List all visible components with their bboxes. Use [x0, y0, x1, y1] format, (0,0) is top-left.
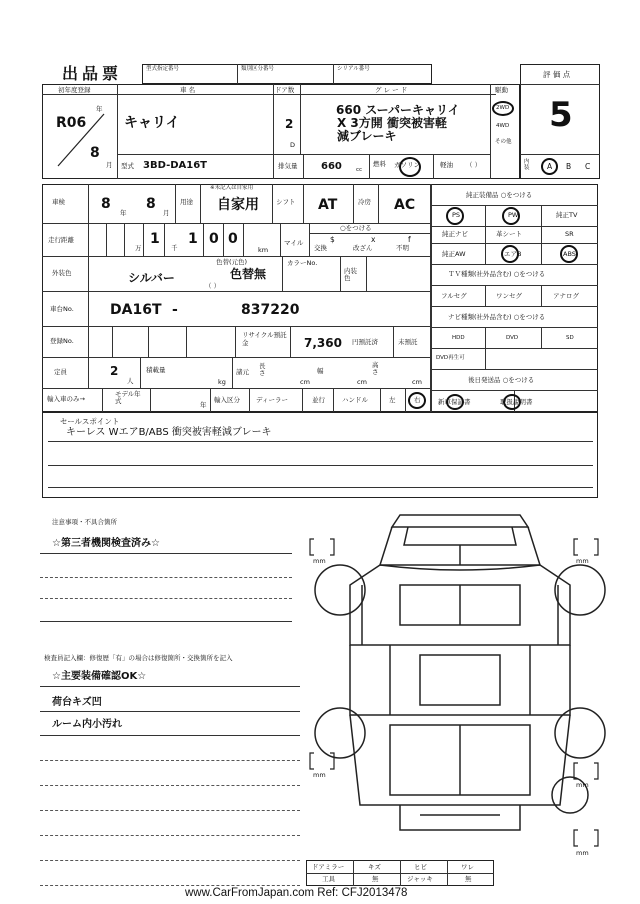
handle-label: ハンドル — [342, 396, 368, 404]
equip-tv: 純正TV — [556, 211, 578, 219]
load-label: 積載量 — [146, 366, 166, 374]
first-reg-month: 8 — [90, 145, 100, 161]
name-label: 車 名 — [180, 86, 196, 94]
chassis-dash: - — [172, 302, 178, 318]
grade-label: グ レ ー ド — [375, 86, 408, 94]
right-circle — [408, 392, 426, 409]
opt-b-sym: x — [371, 235, 376, 244]
legend-r1: 工具 — [322, 875, 335, 883]
grade-line1: 660 スーパーキャリイ — [336, 103, 460, 117]
repaint-value: 色替無 — [230, 267, 267, 281]
month-unit: 月 — [106, 161, 113, 169]
equip-pw: PW — [508, 211, 519, 219]
mileage-digit-4: 0 — [228, 231, 238, 247]
interior-label: 内装 — [524, 159, 530, 171]
shaken-month: 8 — [146, 196, 156, 212]
equip-ps-circle — [446, 207, 464, 225]
displacement-unit: cc — [356, 167, 363, 173]
displacement-value: 660 — [321, 161, 342, 172]
notes-line1: ☆第三者機関検査済み☆ — [52, 538, 160, 549]
parallel-label: 並行 — [312, 396, 325, 404]
sen-unit: 千 — [171, 244, 178, 252]
usage-value: 自家用 — [217, 197, 259, 213]
tv-oneseg: ワンセグ — [496, 292, 522, 300]
usage-note: ※未記入は自家用 — [210, 185, 254, 191]
footer-watermark: www.CarFromJapan.com Ref: CFJ2013478 — [185, 887, 408, 899]
diesel-label: 軽油 — [440, 161, 453, 169]
chassis-number: 837220 — [241, 302, 300, 318]
inspector-line2: 荷台キズ凹 — [52, 697, 102, 708]
mileage-digit-2: 1 — [188, 231, 198, 247]
score-label: 評 価 点 — [543, 70, 571, 79]
header-code-row — [142, 64, 432, 84]
later-title: 後日発送品 ○をつける — [468, 376, 535, 384]
import-type-label: 輸入区分 — [214, 396, 240, 404]
equip-airbag-circle — [501, 245, 522, 263]
type-label: 型式 — [121, 162, 134, 170]
legend-r3: ジャッキ — [407, 875, 433, 883]
equip-pw-circle — [502, 207, 520, 225]
height-label: 高さ — [372, 361, 379, 376]
drive-2wd: 2WD — [496, 105, 510, 111]
ac-label: 冷房 — [358, 198, 371, 206]
equip-ps: PS — [452, 211, 461, 219]
equip-sr: SR — [565, 230, 574, 238]
recycle-unpaid: 未預託 — [398, 338, 418, 346]
shaken-month-unit: 月 — [163, 209, 170, 217]
capacity-value: 2 — [110, 364, 119, 378]
opt-a-sym: $ — [330, 235, 335, 244]
equip-airbag: エアB — [504, 250, 522, 258]
load-unit: kg — [218, 378, 226, 386]
interior-a-circle — [541, 158, 558, 175]
sales-text: キーレス WエアB/ABS 衝突被害軽減ブレーキ — [66, 427, 272, 438]
height-cm: cm — [412, 378, 422, 386]
chassis-label: 車台No. — [50, 305, 74, 313]
shift-value: AT — [318, 197, 338, 213]
usage-label: 用途 — [180, 198, 193, 206]
navi-hdd: HDD — [452, 335, 465, 341]
serial-label: シリアル番号 — [337, 66, 370, 72]
doors-value: 2 — [285, 117, 294, 131]
reg-slash — [52, 110, 112, 170]
equip-leather: 革シート — [496, 230, 522, 238]
recycle-label: リサイクル預託金 — [242, 331, 287, 347]
recycle-value: 7,360 — [304, 336, 342, 350]
ac-value: AC — [394, 197, 416, 213]
later-warranty-circle — [446, 394, 464, 410]
model-code-label: 型式指定番号 — [146, 66, 180, 72]
interior-a: A — [547, 162, 553, 171]
fuel-circle — [399, 157, 421, 177]
mile-label: マイル — [284, 239, 304, 247]
mileage-label: 走行距離 — [48, 236, 74, 244]
mm-label-fl: mm — [313, 557, 326, 565]
displacement-label: 排気量 — [278, 162, 298, 170]
shift-label: シフト — [276, 198, 296, 206]
recycle-paid: 円預託済 — [352, 338, 378, 346]
navi-dvd-play: DVD再生可 — [436, 355, 465, 361]
width-cm: cm — [357, 378, 367, 386]
car-damage-diagram — [300, 505, 620, 865]
car-name: キャリイ — [124, 115, 180, 131]
grade-line2: X 3方開 衝突被害軽 — [337, 116, 447, 130]
color-label: 外装色 — [52, 269, 72, 277]
legend-h4: ワレ — [461, 863, 474, 871]
navi-title: ナビ種類(社外品含む) ○をつける — [448, 313, 546, 321]
page-title: 出品票 — [62, 64, 123, 83]
repaint-label: 色替(元色) — [216, 258, 248, 266]
right-label: 右 — [414, 396, 421, 404]
tv-analog: アナログ — [553, 292, 579, 300]
opt-b: 改ざん — [353, 244, 373, 252]
drive-4wd: 4WD — [496, 123, 510, 129]
dealer-label: ディーラー — [256, 396, 288, 404]
mm-label-spare: mm — [576, 849, 589, 857]
score-value: 5 — [549, 95, 573, 135]
dims-label: 諸元 — [236, 368, 249, 376]
shaken-label: 車検 — [52, 198, 65, 206]
notes-label: 注意事項・不具合箇所 — [52, 518, 117, 526]
later-manual: 取扱説明書 — [500, 398, 533, 406]
diesel-paren: （ ） — [466, 161, 482, 169]
chassis-prefix: DA16T — [110, 302, 162, 318]
interior-c: C — [585, 162, 591, 171]
drive-label: 駆動 — [495, 86, 508, 94]
legend-h1: ドアミラー — [312, 863, 345, 871]
reg-no-label: 登録No. — [50, 337, 74, 345]
shaken-year: 8 — [101, 196, 111, 212]
model-year-unit: 年 — [200, 401, 207, 409]
tv-title: ＴＶ種類(社外品含む) ○をつける — [448, 270, 546, 278]
shaken-year-unit: 年 — [120, 209, 127, 217]
width-label: 幅 — [317, 367, 324, 375]
length-label: 長さ — [259, 362, 266, 377]
left-label: 左 — [389, 396, 396, 404]
type-value: 3BD-DA16T — [143, 160, 207, 171]
tv-fullseg: フルセグ — [441, 292, 467, 300]
inspector-line1: ☆主要装備確認OK☆ — [52, 671, 147, 682]
fuel-value: ガソリン — [394, 161, 420, 169]
later-warranty: 新車保証書 — [438, 398, 471, 406]
import-label: 輸入車のみ→ — [47, 395, 85, 403]
color-value: シルバー — [128, 271, 175, 285]
equip-aw: 純正AW — [442, 250, 466, 258]
circle-note: ○をつける — [340, 224, 372, 232]
model-year-label: モデル年式 — [115, 390, 141, 405]
color-no-label: カラーNo. — [287, 259, 318, 267]
capacity-unit: 人 — [127, 377, 134, 385]
door-sub: D — [290, 141, 296, 149]
first-reg-value: R06 — [56, 115, 87, 131]
doors-label: ドア数 — [275, 86, 295, 94]
opt-a: 交換 — [314, 244, 327, 252]
category-label: 類別区分番号 — [241, 66, 275, 72]
inspector-label: 検査員記入欄：修復歴「有」の場合は修復箇所・交換箇所を記入 — [44, 654, 233, 662]
legend-r4: 無 — [465, 875, 472, 883]
drive-other: その他 — [495, 139, 512, 145]
year-unit: 年 — [96, 105, 103, 113]
grade-line3: 減ブレーキ — [337, 129, 397, 143]
legend-h3: ヒビ — [414, 863, 427, 871]
mm-label-fr: mm — [576, 557, 589, 565]
equip-abs: ABS — [563, 250, 576, 258]
first-reg-label: 初年度登録 — [58, 86, 91, 94]
equip-navi: 純正ナビ — [442, 230, 468, 238]
length-cm: cm — [300, 378, 310, 386]
opt-c: 不明 — [396, 244, 409, 252]
sales-point-box — [42, 412, 598, 498]
interior-color-label: 内装色 — [344, 267, 357, 282]
sales-label: セールスポイント — [60, 417, 120, 426]
navi-sd: SD — [566, 335, 574, 341]
inspector-line3: ルーム内小汚れ — [52, 719, 122, 730]
km-unit: km — [258, 246, 269, 254]
equip-abs-circle — [560, 245, 578, 263]
mm-label-rl: mm — [313, 771, 326, 779]
legend-r2: 無 — [372, 875, 379, 883]
capacity-label: 定員 — [54, 368, 67, 376]
later-manual-circle — [503, 394, 521, 410]
mm-label-rr: mm — [576, 781, 589, 789]
mileage-digit-3: 0 — [209, 231, 219, 247]
opt-c-sym: f — [408, 235, 411, 244]
repaint-paren: （ ） — [205, 282, 221, 290]
man-unit: 万 — [135, 244, 142, 252]
oem-title: 純正装備品 ○をつける — [466, 191, 533, 199]
navi-dvd: DVD — [506, 335, 519, 341]
fuel-label: 燃料 — [373, 160, 386, 168]
interior-b: B — [566, 162, 572, 171]
mileage-digit-1: 1 — [150, 231, 160, 247]
drive-2wd-circle — [492, 101, 514, 116]
legend-h2: キズ — [368, 863, 381, 871]
